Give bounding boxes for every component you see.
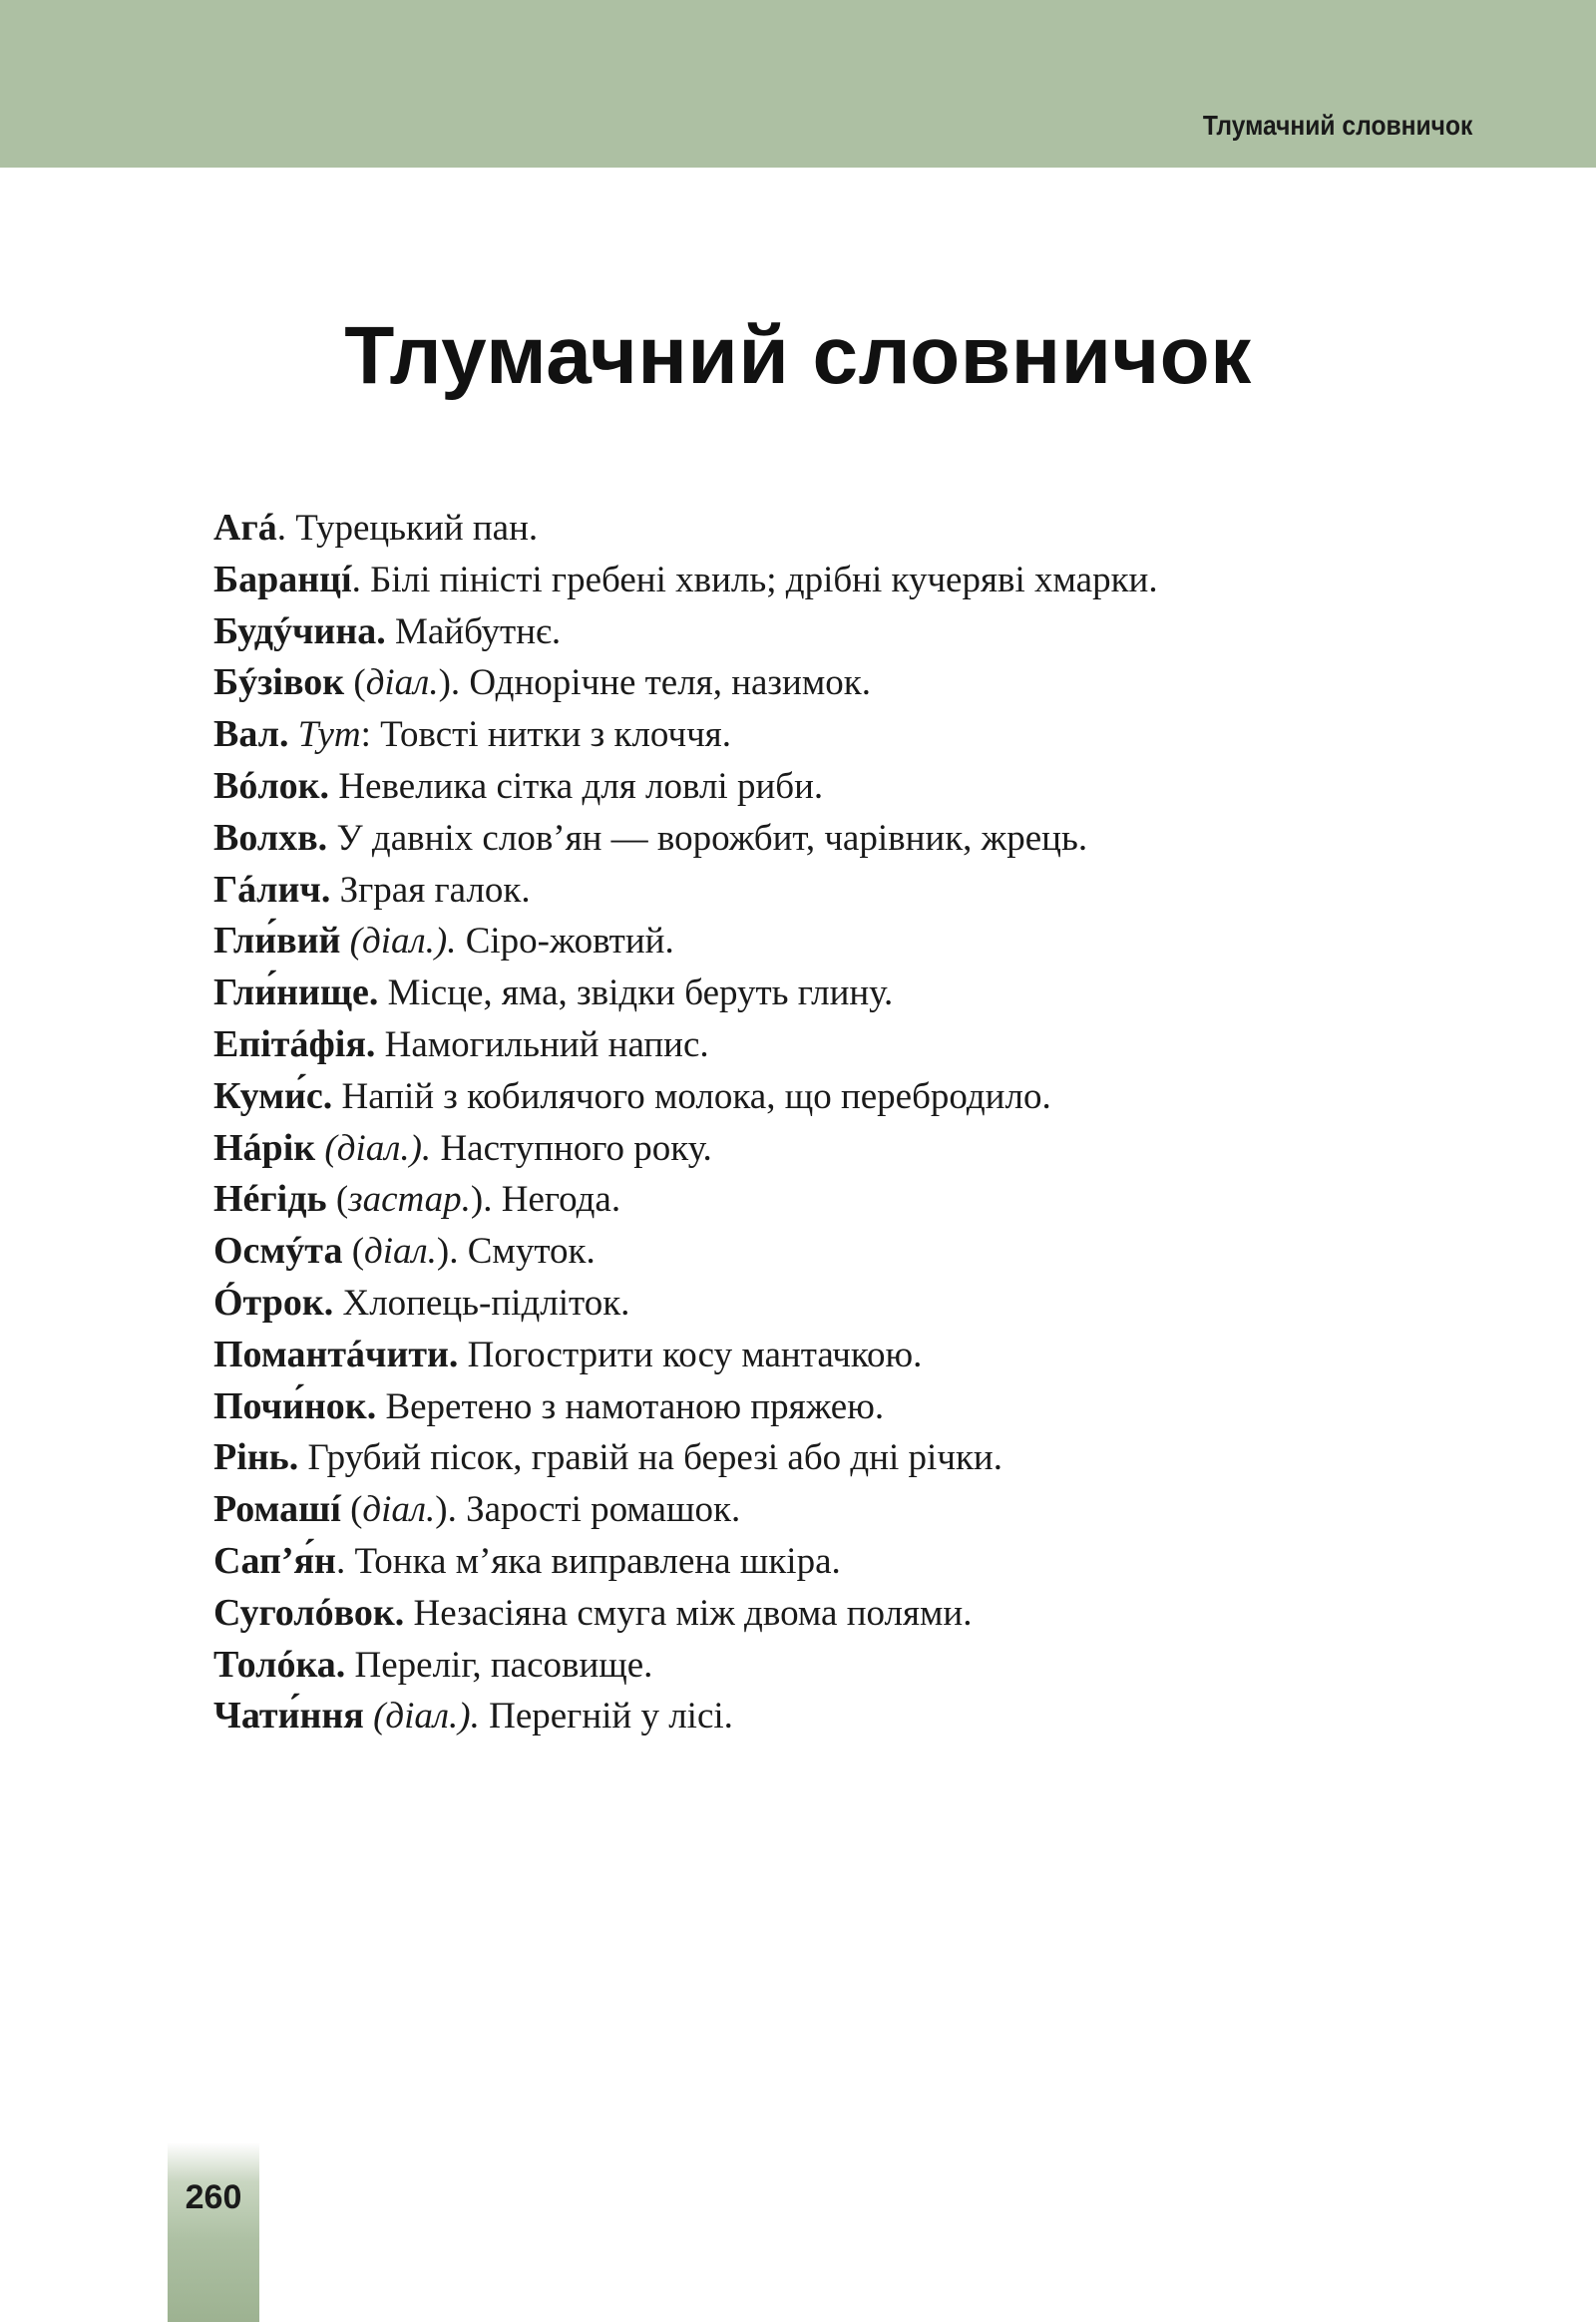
entry-definition: : Товсті нитки з клоччя.	[360, 714, 731, 756]
entry-pre: (	[344, 662, 366, 704]
entry-term: Рінь.	[213, 1436, 299, 1479]
entry-definition: . Турецький пан.	[276, 508, 539, 549]
entry-term: Осмýта	[213, 1230, 343, 1273]
entry-definition: У давніх слов’ян — ворожбит, чарівник, жрець.	[327, 817, 1088, 859]
page-number: 260	[185, 2178, 242, 2216]
entry-definition: Невелика сітка для ловлі риби.	[329, 765, 824, 807]
entry-term: Помантáчити.	[213, 1333, 459, 1375]
entry-definition: Погострити косу мантачкою.	[458, 1334, 923, 1375]
entry-term: Гли́вий	[213, 920, 341, 963]
entry-definition: Наступного року.	[431, 1127, 712, 1169]
glossary-entry	[213, 606, 1470, 658]
entry-term: Суголóвок.	[213, 1591, 405, 1634]
glossary-entry	[213, 1278, 1470, 1330]
entry-definition: ). Зарості ромашок.	[435, 1489, 741, 1531]
entry-term: Вал.	[213, 713, 289, 756]
entry-note: діал.	[362, 1489, 436, 1531]
header-band	[0, 0, 1596, 168]
entry-definition: Хлопець-підліток.	[333, 1282, 630, 1324]
glossary-entry	[213, 1071, 1470, 1123]
glossary-entry	[213, 968, 1470, 1019]
page-number-tab	[168, 2142, 259, 2322]
entry-definition: . Білі піністі гребені хвиль; дрібні кучеряві хмарки.	[351, 559, 1158, 600]
entry-definition: ). Смуток.	[436, 1231, 596, 1273]
glossary-entry	[213, 1330, 1470, 1381]
glossary-entry	[213, 761, 1470, 813]
entry-term: Чати́ння	[213, 1695, 364, 1738]
entry-definition: Перегній у лісі.	[479, 1696, 733, 1738]
entry-definition: Незасіяна смуга між двома полями.	[404, 1592, 973, 1634]
entry-term: Ромашí	[213, 1488, 341, 1531]
glossary-entry	[213, 709, 1470, 761]
entry-note: діал.	[364, 1231, 437, 1273]
glossary-entry	[213, 1174, 1470, 1226]
glossary-entry	[213, 657, 1470, 709]
glossary-entry	[213, 1019, 1470, 1071]
entry-note: (діал.).	[349, 921, 457, 963]
entry-pre: (	[342, 1231, 365, 1273]
glossary-entry	[213, 503, 1470, 555]
entry-term: Сап’я́н	[213, 1539, 336, 1582]
glossary-entry	[213, 1484, 1470, 1536]
entry-definition: . Тонка м’яка виправлена шкіра.	[335, 1540, 841, 1582]
entry-term: Баранцí	[213, 558, 352, 600]
entry-definition: Грубий пісок, гравій на березі або дні річки.	[298, 1437, 1002, 1479]
entry-pre: (	[326, 1179, 349, 1221]
entry-definition: Напій з кобилячого молока, що перебродило.	[332, 1075, 1051, 1117]
glossary-entry	[213, 1226, 1470, 1278]
entry-note: Тут	[297, 714, 361, 756]
entry-term: Нáрік	[213, 1126, 316, 1169]
entry-definition: Зграя галок.	[330, 869, 531, 911]
entry-definition: Місце, яма, звідки беруть глину.	[378, 972, 894, 1014]
entry-definition: Переліг, пасовище.	[345, 1644, 653, 1686]
entry-definition: Веретено з намотаною пряжею.	[376, 1385, 885, 1427]
entry-term: Óтрок.	[213, 1281, 334, 1324]
glossary-entry	[213, 865, 1470, 917]
entry-term: Нéгідь	[213, 1178, 327, 1221]
entry-term: Гли́нище.	[213, 971, 379, 1014]
entry-pre: (	[340, 1489, 363, 1531]
entry-term: Куми́с.	[213, 1074, 333, 1117]
entry-note: діал.	[365, 662, 439, 704]
entry-term: Толóка.	[213, 1643, 346, 1686]
entry-term: Гáлич.	[213, 868, 331, 911]
entry-term: Епітáфія.	[213, 1022, 376, 1065]
glossary-list	[213, 503, 1470, 1742]
glossary-entry	[213, 1381, 1470, 1433]
page-title: Тлумачний словничок	[344, 310, 1252, 401]
entry-term: Вóлок.	[213, 764, 330, 807]
entry-pre	[289, 714, 298, 755]
glossary-entry	[213, 1432, 1470, 1484]
entry-note: застар.	[348, 1179, 471, 1221]
glossary-entry	[213, 813, 1470, 865]
glossary-entry	[213, 916, 1470, 968]
entry-term: Будýчина.	[213, 609, 386, 652]
entry-definition: ). Однорічне теля, назимок.	[438, 662, 871, 704]
entry-term: Агá	[213, 507, 277, 549]
glossary-entry	[213, 555, 1470, 606]
entry-pre	[364, 1696, 373, 1737]
glossary-entry	[213, 1691, 1470, 1742]
entry-definition: ). Негода.	[470, 1179, 621, 1221]
entry-definition: Намогильний напис.	[375, 1023, 709, 1065]
running-head: Тлумачний словничок	[1202, 110, 1472, 141]
glossary-entry	[213, 1536, 1470, 1588]
entry-note: (діал.).	[324, 1127, 432, 1169]
entry-term: Бýзівок	[213, 661, 345, 704]
glossary-entry	[213, 1588, 1470, 1640]
entry-note: (діал.).	[373, 1696, 480, 1738]
entry-definition: Сіро-жовтий.	[456, 921, 674, 963]
glossary-entry	[213, 1123, 1470, 1175]
entry-term: Волхв.	[213, 816, 328, 859]
entry-pre	[340, 921, 349, 962]
entry-term: Почи́нок.	[213, 1384, 377, 1427]
glossary-entry	[213, 1640, 1470, 1692]
entry-definition: Майбутнє.	[385, 610, 562, 652]
